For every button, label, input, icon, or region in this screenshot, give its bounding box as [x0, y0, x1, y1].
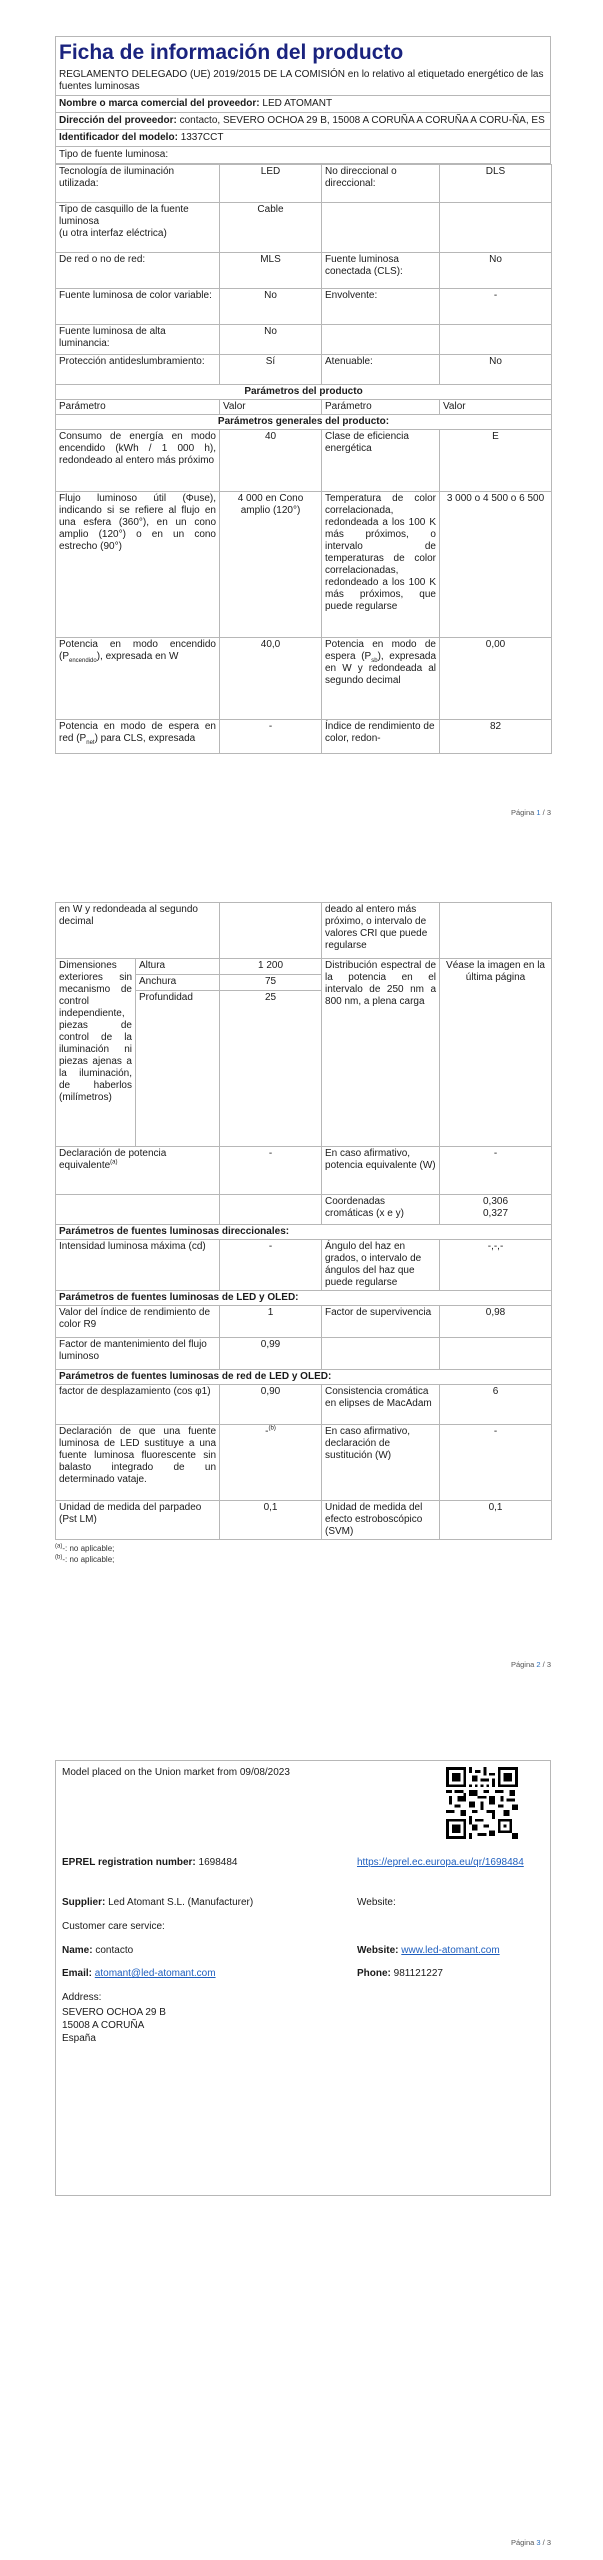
address-block: [62, 2006, 166, 2045]
table-row: [56, 903, 552, 959]
footnote-text: -: no aplicable;: [62, 1544, 115, 1553]
email-link[interactable]: atomant@led-atomant.com: [94, 1968, 216, 1979]
param-value: 0,1: [440, 1501, 552, 1540]
address-value: contacto, SEVERO OCHOA 29 B, 15008 A CORUÑA A CORUÑA A CORU-ÑA, ES: [179, 115, 545, 126]
param-value: 6: [440, 1385, 552, 1425]
dimension-name: Profundidad: [136, 991, 220, 1147]
label-text: Potencia en modo encendido (P: [59, 639, 216, 662]
page-number: [511, 808, 551, 817]
section-heading: Parámetros de fuentes luminosas de LED y OLED:: [56, 1291, 552, 1306]
param-value: 4 000 en Cono amplio (120°): [220, 492, 322, 638]
table-row: [56, 1147, 552, 1195]
eprel-row: [62, 1857, 237, 1868]
dimension-name: Altura: [136, 959, 220, 975]
table-row: [56, 1306, 552, 1338]
param-value: LED: [220, 165, 322, 203]
name-value: contacto: [95, 1945, 134, 1956]
address-line: SEVERO OCHOA 29 B: [62, 2007, 166, 2018]
params-table-continued: [55, 902, 552, 1540]
page-label: Página: [510, 808, 535, 817]
param-value: 0,98: [440, 1306, 552, 1338]
param-label: factor de desplazamiento (cos φ1): [56, 1385, 220, 1425]
eprel-info-box: [55, 1760, 551, 2196]
spd-value: Véase la imagen en la última página: [440, 959, 552, 1147]
label-text: Declaración de potencia equivalente: [59, 1148, 167, 1171]
page-number: [511, 2538, 551, 2547]
param-value: No: [220, 289, 322, 325]
param-value: -: [220, 720, 322, 754]
address-label: Address:: [62, 1992, 102, 2003]
param-label: Unidad de medida del efecto estroboscópico (SVM): [322, 1501, 440, 1540]
param-value: Cable: [220, 203, 322, 253]
column-header: Parámetro: [56, 400, 220, 415]
label-text: ), expresada en W y redondeada al segundo decimal: [325, 651, 436, 686]
param-value: DLS: [440, 165, 552, 203]
footnote-text: -: no aplicable;: [62, 1555, 115, 1564]
param-label: Consumo de energía en modo encendido (kWh / 1 000 h), redondeado al entero más próximo: [56, 430, 220, 492]
phone-row: [357, 1968, 443, 1979]
email-label: Email:: [62, 1968, 93, 1979]
param-label: [56, 638, 220, 720]
table-row: [56, 1501, 552, 1540]
param-label: Tipo de casquillo de la fuente luminosa (u otra interfaz eléctrica): [56, 203, 220, 253]
supplier-row: [62, 1897, 253, 1908]
address-line: 15008 A CORUÑA: [62, 2020, 145, 2031]
table-row: [56, 203, 552, 253]
section-row: [56, 1291, 552, 1306]
param-value: 3 000 o 4 500 o 6 500: [440, 492, 552, 638]
label-text: ), expresada en W: [96, 651, 179, 662]
footnote-mark: (a): [55, 1543, 63, 1550]
label-subscript: net: [86, 740, 95, 746]
source-type-heading: Tipo de fuente luminosa:: [55, 147, 551, 164]
website2-row: [357, 1945, 500, 1956]
eprel-label: EPREL registration number:: [62, 1857, 196, 1868]
model-label: Identificador del modelo:: [59, 132, 178, 143]
page-title: Ficha de información del producto: [59, 41, 404, 64]
param-value: -: [440, 1147, 552, 1195]
column-header: Valor: [220, 400, 322, 415]
dimension-value: 75: [220, 975, 322, 991]
address-label: Dirección del proveedor:: [59, 115, 177, 126]
param-label: En caso afirmativo, potencia equivalente (W): [322, 1147, 440, 1195]
phone-label: Phone:: [357, 1968, 391, 1979]
param-label: Factor de supervivencia: [322, 1306, 440, 1338]
param-value: [440, 1338, 552, 1370]
page-1: [0, 0, 603, 830]
product-sheet-page-2: [55, 902, 551, 1565]
param-value: [440, 203, 552, 253]
supplier-row: [55, 96, 551, 113]
section-row: [56, 1370, 552, 1385]
param-label: Protección antideslumbramiento:: [56, 355, 220, 385]
param-value: 82: [440, 720, 552, 754]
page-3: [0, 1740, 603, 2560]
param-value: 0,1: [220, 1501, 322, 1540]
param-value: 0,90: [220, 1385, 322, 1425]
param-value: -: [220, 1240, 322, 1291]
param-value: No: [440, 355, 552, 385]
table-row: [56, 165, 552, 203]
param-label: Declaración de que una fuente luminosa de LED sustituye a una fuente luminosa fluorescente sin balasto integrado de un determinado vataje.: [56, 1425, 220, 1501]
chroma-x: 0,306: [483, 1196, 509, 1207]
param-value: [220, 903, 322, 959]
column-header-row: [56, 400, 552, 415]
contact-name-row: [62, 1945, 133, 1956]
param-value: E: [440, 430, 552, 492]
param-label: Valor del índice de rendimiento de color R9: [56, 1306, 220, 1338]
table-row: [56, 355, 552, 385]
param-value: 40,0: [220, 638, 322, 720]
param-label: De red o no de red:: [56, 253, 220, 289]
website-label: Website:: [357, 1897, 396, 1908]
param-value: [440, 325, 552, 355]
supplier-value: Led Atomant S.L. (Manufacturer): [108, 1897, 254, 1908]
param-value: [440, 903, 552, 959]
product-sheet-page-1: [55, 36, 551, 754]
footnote-b: [55, 1554, 551, 1565]
supplier-label: Supplier:: [62, 1897, 106, 1908]
footnote-mark: (b): [55, 1554, 63, 1561]
section-heading: Parámetros de fuentes luminosas direccionales:: [56, 1225, 552, 1240]
param-value: -,-,-: [440, 1240, 552, 1291]
regulation-text: REGLAMENTO DELEGADO (UE) 2019/2015 DE LA COMISIÓN en lo relativo al etiquetado energético de las fuentes luminosas: [55, 67, 551, 96]
label-text: ) para CLS, expresada: [94, 733, 196, 744]
chroma-y: 0,327: [483, 1208, 509, 1219]
address-line: España: [62, 2033, 96, 2044]
email-row: [62, 1968, 216, 1979]
value-text: -: [265, 1426, 269, 1437]
footnote-mark: (b): [268, 1425, 276, 1432]
param-label: deado al entero más próximo, o intervalo de valores CRI que puede regularse: [322, 903, 440, 959]
param-value: [220, 1195, 322, 1225]
table-row: [56, 325, 552, 355]
param-value: 0,99: [220, 1338, 322, 1370]
param-value: [220, 1425, 322, 1501]
param-label: [322, 1338, 440, 1370]
footnote-mark: (a): [110, 1159, 118, 1166]
param-value: [440, 1195, 552, 1225]
table-row: [56, 1425, 552, 1501]
param-label: [56, 720, 220, 754]
website2-label: Website:: [357, 1945, 399, 1956]
title-block: [55, 36, 551, 67]
param-label: Tecnología de iluminación utilizada:: [56, 165, 220, 203]
param-value: MLS: [220, 253, 322, 289]
param-label: en W y redondeada al segundo decimal: [56, 903, 220, 959]
param-label: Fuente luminosa de alta luminancia:: [56, 325, 220, 355]
param-label: Unidad de medida del parpadeo (Pst LM): [56, 1501, 220, 1540]
eprel-value: 1698484: [198, 1857, 238, 1868]
eprel-link[interactable]: https://eprel.ec.europa.eu/qr/1698484: [357, 1857, 524, 1868]
page-2: [0, 880, 603, 1680]
section-row: [56, 415, 552, 430]
supplier-value: LED ATOMANT: [262, 98, 333, 109]
page-current: 1: [536, 808, 541, 817]
table-row: [56, 959, 552, 975]
param-label: [322, 325, 440, 355]
param-label: Consistencia cromática en elipses de MacAdam: [322, 1385, 440, 1425]
section-row: [56, 1225, 552, 1240]
website-link[interactable]: www.led-atomant.com: [401, 1945, 500, 1956]
param-label: Factor de mantenimiento del flujo luminoso: [56, 1338, 220, 1370]
param-label: [56, 1147, 220, 1195]
table-row: [56, 1240, 552, 1291]
section-heading: Parámetros del producto: [56, 385, 552, 400]
spd-label: Distribución espectral de la potencia en el intervalo de 250 nm a 800 nm, a plena carga: [322, 959, 440, 1147]
table-row: [56, 289, 552, 325]
section-heading: Parámetros generales del producto:: [56, 415, 552, 430]
param-label: Fuente luminosa de color variable:: [56, 289, 220, 325]
table-row: [56, 1338, 552, 1370]
param-label: Clase de eficiencia energética: [322, 430, 440, 492]
param-label: [322, 203, 440, 253]
label-text: Potencia en modo de espera (P: [325, 639, 436, 662]
param-label: Ángulo del haz en grados, o intervalo de ángulos del haz que puede regularse: [322, 1240, 440, 1291]
page-label: Página: [510, 2538, 535, 2547]
section-heading: Parámetros de fuentes luminosas de red de LED y OLED:: [56, 1370, 552, 1385]
table-row: [56, 1195, 552, 1225]
table-row: [56, 430, 552, 492]
page-number: [511, 1660, 551, 1669]
source-type-table: [55, 164, 552, 754]
supplier-label: Nombre o marca comercial del proveedor:: [59, 98, 260, 109]
param-label: [56, 1195, 220, 1225]
dimensions-label: Dimensiones exteriores sin mecanismo de control independiente, piezas de control de la iluminación ni piezas ajenas a la iluminación, de haberlos (milímetros): [56, 959, 136, 1147]
dimension-value: 1 200: [220, 959, 322, 975]
param-value: 1: [220, 1306, 322, 1338]
phone-value: 981121227: [393, 1968, 443, 1979]
param-label: Flujo luminoso útil (Φuse), indicando si se refiere al flujo en una esfera (360°), en un cono amplio (120°) o en un cono estrecho (90°): [56, 492, 220, 638]
param-label: Temperatura de color correlacionada, redondeada a los 100 K más próximos, o intervalo de temperaturas de color correlacionadas, redondeado a los 100 K más próximos, que puede regularse: [322, 492, 440, 638]
param-value: 40: [220, 430, 322, 492]
param-label: Fuente luminosa conectada (CLS):: [322, 253, 440, 289]
label-text: Potencia en modo de espera en red (P: [59, 721, 216, 744]
param-value: -: [220, 1147, 322, 1195]
page-current: 3: [536, 2538, 541, 2547]
param-value: No: [220, 325, 322, 355]
address-row: [55, 113, 551, 130]
model-placed-text: Model placed on the Union market from 09/08/2023: [62, 1767, 290, 1778]
section-row: [56, 385, 552, 400]
page-total: / 3: [542, 2538, 551, 2547]
page-total: / 3: [542, 808, 551, 817]
param-label: Coordenadas cromáticas (x e y): [322, 1195, 440, 1225]
param-label: [322, 638, 440, 720]
param-value: No: [440, 253, 552, 289]
param-label: Índice de rendimiento de color, redon-: [322, 720, 440, 754]
page-total: / 3: [542, 1660, 551, 1669]
model-row: [55, 130, 551, 147]
qr-code-icon: [446, 1767, 518, 1839]
customer-care-label: Customer care service:: [62, 1921, 165, 1932]
table-row: [56, 638, 552, 720]
column-header: Parámetro: [322, 400, 440, 415]
param-value: 0,00: [440, 638, 552, 720]
param-label: Atenuable:: [322, 355, 440, 385]
param-label: No direccional o direccional:: [322, 165, 440, 203]
table-row: [56, 253, 552, 289]
label-subscript: encendido: [69, 658, 97, 664]
table-row: [56, 492, 552, 638]
footnote-a: [55, 1543, 551, 1554]
table-row: [56, 720, 552, 754]
dimension-value: 25: [220, 991, 322, 1147]
page-current: 2: [536, 1660, 541, 1669]
column-header: Valor: [440, 400, 552, 415]
name-label: Name:: [62, 1945, 93, 1956]
page-label: Página: [510, 1660, 535, 1669]
param-value: -: [440, 289, 552, 325]
table-row: [56, 1385, 552, 1425]
param-value: Sí: [220, 355, 322, 385]
model-value: 1337CCT: [180, 132, 224, 143]
param-label: En caso afirmativo, declaración de sustitución (W): [322, 1425, 440, 1501]
param-label: Intensidad luminosa máxima (cd): [56, 1240, 220, 1291]
param-value: -: [440, 1425, 552, 1501]
dimension-name: Anchura: [136, 975, 220, 991]
label-subscript: sb: [371, 658, 378, 664]
param-label: Envolvente:: [322, 289, 440, 325]
